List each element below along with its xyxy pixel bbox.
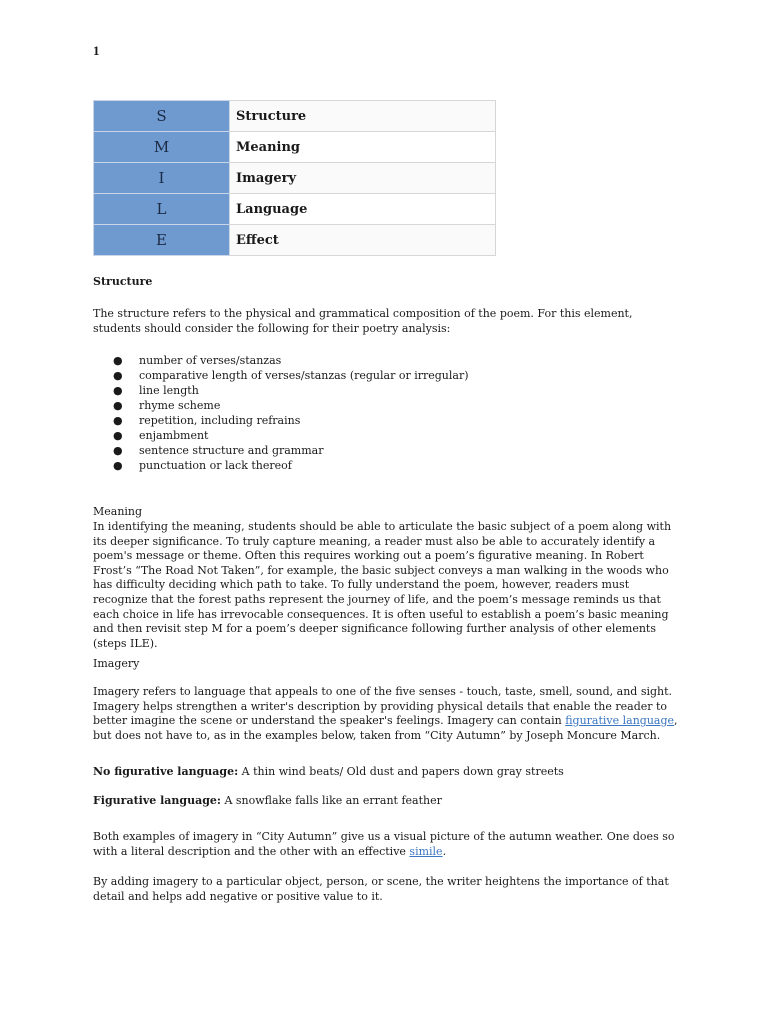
bullet-icon: ● [113, 369, 123, 382]
table-row [94, 101, 496, 132]
list-item-text: comparative length of verses/stanzas (regular or irregular) [139, 369, 469, 382]
list-item-text: enjambment [139, 429, 209, 442]
table-letter-m: M [94, 132, 230, 163]
imagery-body-text: Imagery refers to language that appeals to one of the five senses - touch, taste, smell, sound, and sight. Imagery helps strengthen a writer's description by providing physical details that enable the reader to better imagine the scene or understand the speaker's feelings. Imagery can contain [93, 685, 673, 728]
table-letter-l: L [94, 194, 230, 225]
table-letter-s: S [94, 101, 230, 132]
table-row [94, 225, 496, 256]
structure-heading: Structure [93, 275, 153, 288]
bullet-icon: ● [113, 399, 123, 412]
table-word-language: Language [230, 194, 496, 225]
imagery-para-value: By adding imagery to a particular object, person, or scene, the writer heightens the importance of that detail and helps add negative or positive value to it. [93, 875, 669, 903]
list-item-text: line length [139, 384, 199, 397]
list-item [93, 368, 469, 383]
table-letter-i: I [94, 163, 230, 194]
list-item [93, 458, 469, 473]
table-word-effect: Effect [230, 225, 496, 256]
bullet-icon: ● [113, 429, 123, 442]
figurative-language-link[interactable]: figurative language [565, 714, 675, 728]
table-word-meaning: Meaning [230, 132, 496, 163]
example-text: A snowflake falls like an errant feather [220, 794, 442, 807]
page-number: 1 [93, 43, 100, 58]
list-item-text: repetition, including refrains [139, 414, 301, 427]
para-text-end: . [442, 844, 447, 858]
bullet-icon: ● [113, 384, 123, 397]
list-item-text: sentence structure and grammar [139, 444, 324, 457]
meaning-body: In identifying the meaning, students should be able to articulate the basic subject of a poem along with its deeper significance. To truly capture meaning, a reader must also be able to accurately identify a poem's message or theme. Often this requires working out a poem’s figurative meaning. In Robert Frost’s “The Road Not Taken”, for example, the basic subject conveys a man walking in the woods who has difficulty deciding which path to take. To fully understand the poem, however, readers must recognize that the forest paths represent the journey of life, and the poem’s message reminds us that each choice in life has irrevocable consequences. It is often useful to establish a poem’s basic meaning and then revisit step M for a poem’s deeper significance following further analysis of other elements (steps ILE). [93, 520, 672, 650]
table-row [94, 194, 496, 225]
list-item [93, 398, 469, 413]
meaning-heading: Meaning [93, 505, 143, 518]
table-word-imagery: Imagery [230, 163, 496, 194]
imagery-body-text-cont: , but does not have to, as in the examples below, taken from “City Autumn” by Joseph Moncure March. [93, 714, 678, 742]
table-letter-e: E [94, 225, 230, 256]
table-row [94, 132, 496, 163]
example-label: No figurative language: [93, 765, 239, 778]
bullet-icon: ● [113, 414, 123, 427]
list-item-text: punctuation or lack thereof [139, 459, 292, 472]
structure-bullet-list [93, 353, 469, 473]
bullet-icon: ● [113, 444, 123, 457]
list-item [93, 443, 469, 458]
imagery-body [93, 685, 678, 743]
list-item [93, 428, 469, 443]
imagery-para-visual [93, 830, 678, 859]
imagery-heading: Imagery [93, 657, 140, 670]
example-text: A thin wind beats/ Old dust and papers down gray streets [238, 765, 564, 778]
bullet-icon: ● [113, 459, 123, 472]
simile-link[interactable]: simile [409, 844, 443, 858]
smile-table [93, 100, 496, 256]
list-item [93, 353, 469, 368]
para-text: Both examples of imagery in “City Autumn” give us a visual picture of the autumn weather. One does so with a literal description and the other with an effective [93, 830, 675, 858]
example-no-figurative [93, 765, 678, 780]
list-item [93, 413, 469, 428]
list-item-text: rhyme scheme [139, 399, 221, 412]
bullet-icon: ● [113, 354, 123, 367]
table-row [94, 163, 496, 194]
structure-intro: The structure refers to the physical and grammatical composition of the poem. For this element, students should consider the following for their poetry analysis: [93, 307, 633, 335]
table-word-structure: Structure [230, 101, 496, 132]
list-item [93, 383, 469, 398]
list-item-text: number of verses/stanzas [139, 354, 282, 367]
example-label: Figurative language: [93, 794, 221, 807]
example-figurative [93, 794, 678, 809]
